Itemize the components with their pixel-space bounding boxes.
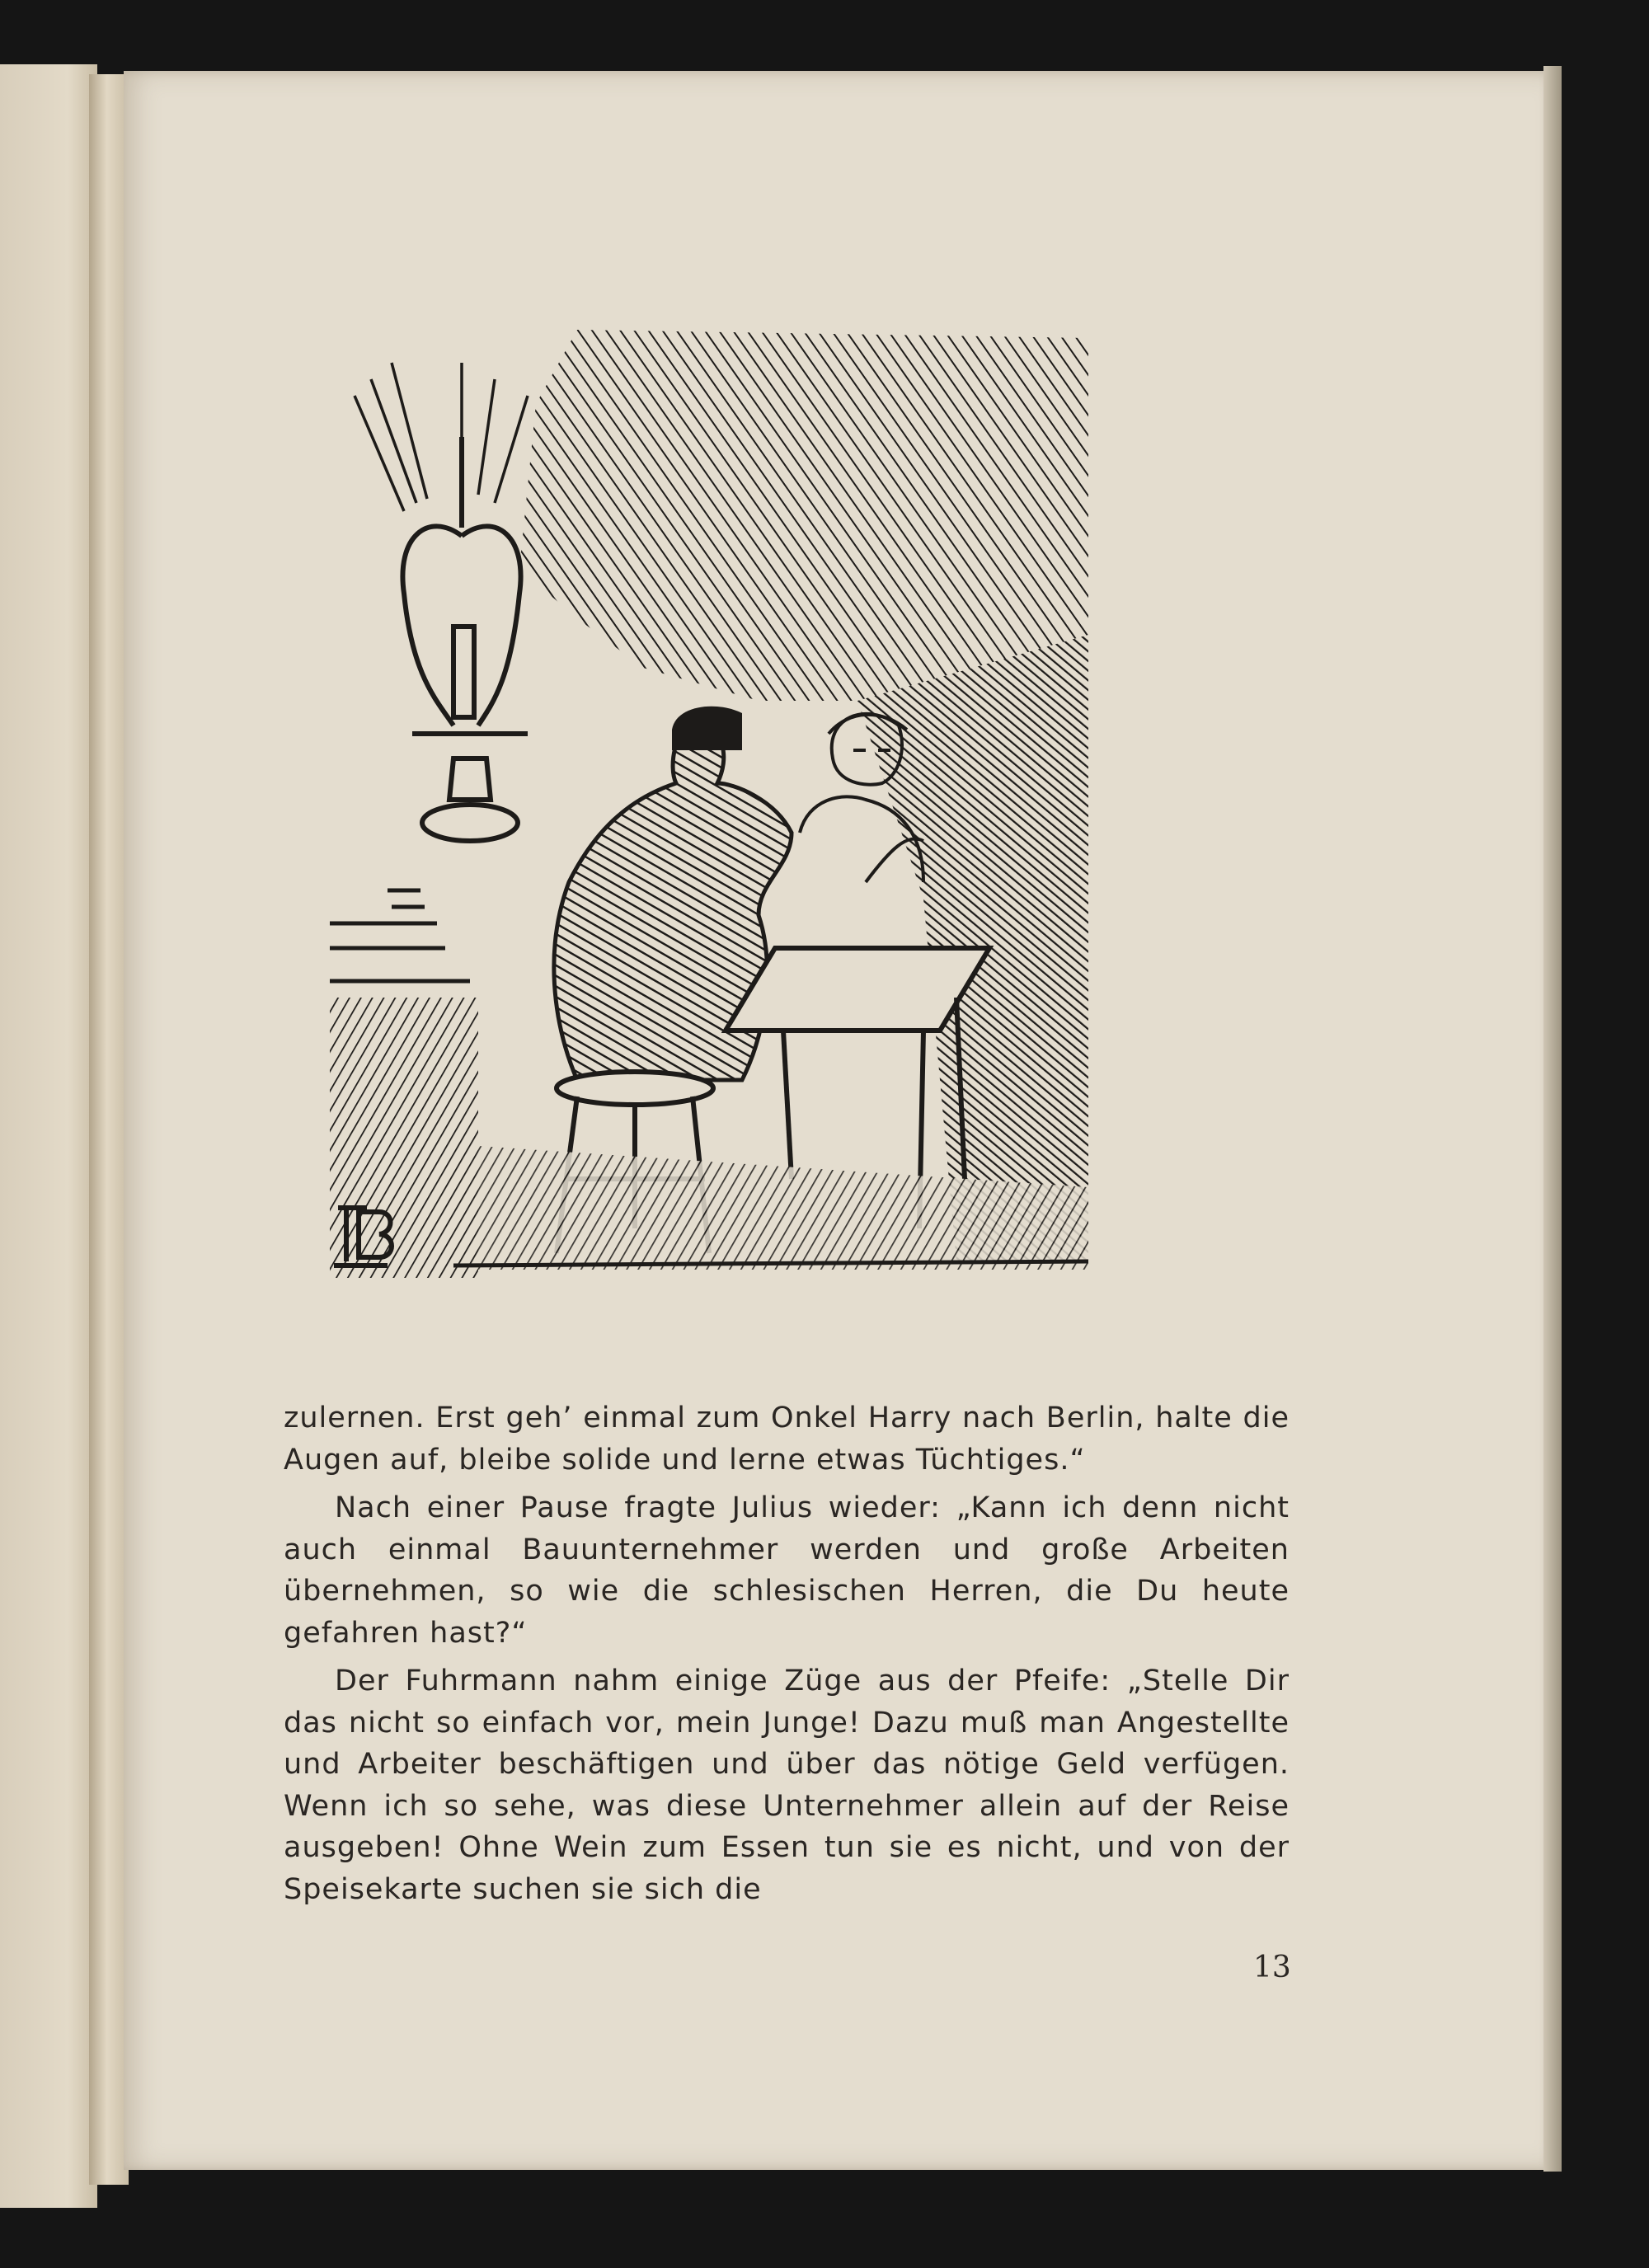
bar-counter	[330, 890, 470, 981]
book-spine	[89, 74, 129, 2185]
body-text	[284, 1397, 1290, 1917]
paragraph-3: Der Fuhrmann nahm einige Züge aus der Pfeife: „Stelle Dir das nicht so einfach vor, mein Junge! Dazu muß man Angestellte und Arbeiter beschäftigen und über das nötige Geld verfügen. Wenn ich so sehe, was diese Unternehmer allein auf der Reise ausgeben! Ohne Wein zum Essen tun sie es nicht, und von der Speisekarte suchen sie sich die	[284, 1665, 1290, 1906]
illustration	[330, 239, 1105, 1286]
paragraph-1: zulernen. Erst geh’ einmal zum Onkel Harry nach Berlin, halte die Augen auf, bleibe solide und lerne etwas Tüchtiges.“	[284, 1402, 1290, 1477]
man-cap	[672, 707, 742, 750]
page-number: 13	[1253, 1951, 1291, 1984]
hanging-lamp	[402, 437, 528, 841]
left-page-edge	[0, 64, 97, 2208]
counter-shadow	[330, 998, 478, 1278]
illustration-drawing	[330, 239, 1105, 1286]
paragraph-2: Nach einer Pause fragte Julius wieder: „Kann ich denn nicht auch einmal Bauunternehmer werden und große Arbeiten übernehmen, so wie die schlesischen Herren, die Du heute gefahren hast?“	[284, 1491, 1290, 1650]
page-edge	[1543, 66, 1562, 2172]
lamp-rays	[355, 363, 528, 511]
